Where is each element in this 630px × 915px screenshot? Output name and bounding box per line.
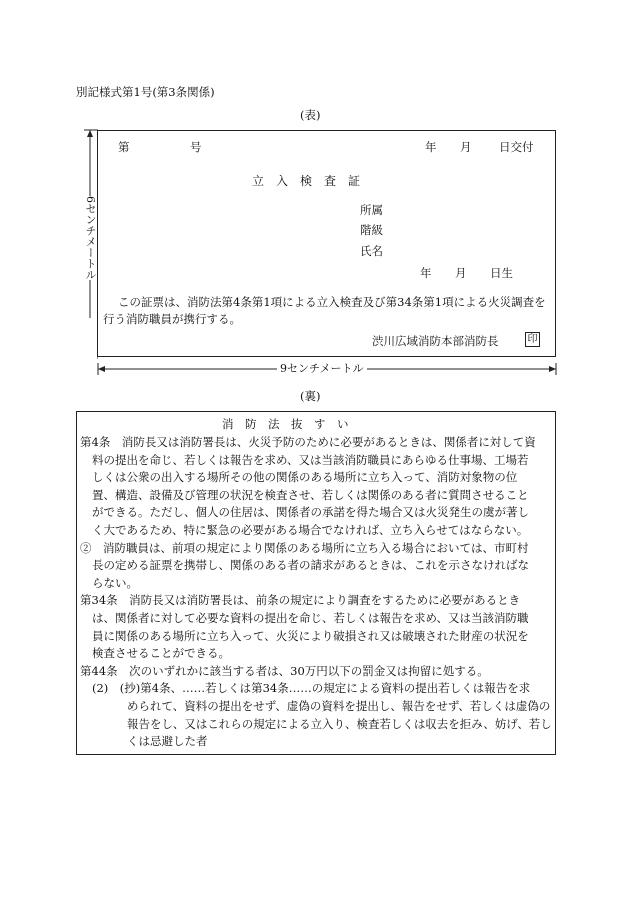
certificate-line-2: 行う消防職員が携行する。 [103, 312, 241, 326]
article-4-line-2: 料の提出を命じ、若しくは報告を求め、又は当該消防職員にあらゆる仕事場、工場若 [92, 452, 529, 467]
issuer-name: 渋川広域消防本部消防長 [372, 334, 499, 348]
height-dimension-label: 6センチメートル [84, 196, 97, 280]
article-34-line-4: 検査させることができる。 [92, 646, 230, 661]
article-4-2-line-3: らない。 [92, 575, 138, 590]
article-4-2-line-2: 長の定める証票を携帯し、関係のある者の請求があるときは、これを示さなければな [92, 558, 529, 573]
affiliation-label: 所属 [360, 203, 383, 217]
article-4-line-3: しくは公衆の出入する場所その他の関係のある場所に立ち入って、消防対象物の位 [92, 470, 518, 485]
back-title: 消 防 法 抜 す い [222, 417, 349, 431]
issue-day: 日交付 [499, 140, 534, 154]
number-go: 号 [190, 140, 202, 154]
birth-year: 年 [420, 266, 432, 280]
article-44-line-1: 第44条 次のいずれかに該当する者は、30万円以下の罰金又は拘留に処する。 [80, 663, 489, 678]
article-4-line-5: ができる。ただし、個人の住居は、関係者の承諾を得た場合又は火災発生の虞が著し [92, 505, 529, 520]
article-44-2-line-2: められて、資料の提出をせず、虚偽の資料を提出し、報告をせず、若しくは虚偽の [127, 699, 551, 713]
form-label: 別記様式第1号(第3条関係) [76, 85, 215, 99]
rank-label: 階級 [360, 223, 383, 237]
article-34-line-1: 第34条 消防長又は消防署長は、前条の規定により調査をするために必要があるとき [80, 593, 521, 608]
article-44-2-line-3: 報告をし、又はこれらの規定による立入り、検査若しくは収去を拒み、妨げ、若し [127, 716, 552, 731]
article-4-line-4: 置、構造、設備及び管理の状況を検査させ、若しくは関係のある者に質問させること [92, 487, 529, 502]
certificate-line-1: この証票は、消防法第4条第1項による立入検査及び第34条第1項による火災調査を [118, 295, 546, 309]
card-title: 立 入 検 査 証 [252, 174, 361, 188]
article-34-line-2: は、関係者に対して必要な資料の提出を命じ、若しくは報告を求め、又は当該消防職 [92, 611, 529, 625]
article-4-2-line-1: ② 消防職員は、前項の規定により関係のある場所に立ち入る場合においては、市町村 [80, 540, 529, 555]
width-dimension-label: 9センチメートル [277, 363, 367, 374]
article-4-line-1: 第4条 消防長又は消防署長は、火災予防のために必要があるときは、関係者に対して資 [80, 435, 536, 449]
seal-stamp: 印 [525, 332, 540, 347]
issue-year: 年 [425, 140, 437, 154]
article-34-line-3: 員に関係のある場所に立ち入って、火災により破損され又は破壊された財産の状況を [92, 628, 529, 643]
name-label: 氏名 [360, 244, 383, 258]
birth-day: 日生 [490, 266, 513, 280]
back-heading: (裏) [300, 389, 321, 403]
number-dai: 第 [118, 140, 130, 154]
article-4-line-6: く大であるため、特に緊急の必要がある場合でなければ、立ち入らせてはならない。 [92, 523, 529, 537]
birth-month: 月 [455, 266, 467, 280]
article-44-2-line-4: くは忌避した者 [127, 734, 208, 749]
issue-month: 月 [460, 140, 472, 154]
article-44-2-line-1: (2) (抄)第4条、……若しくは第34条……の規定による資料の提出若しくは報告を求 [92, 681, 531, 696]
front-heading: (表) [300, 108, 321, 122]
